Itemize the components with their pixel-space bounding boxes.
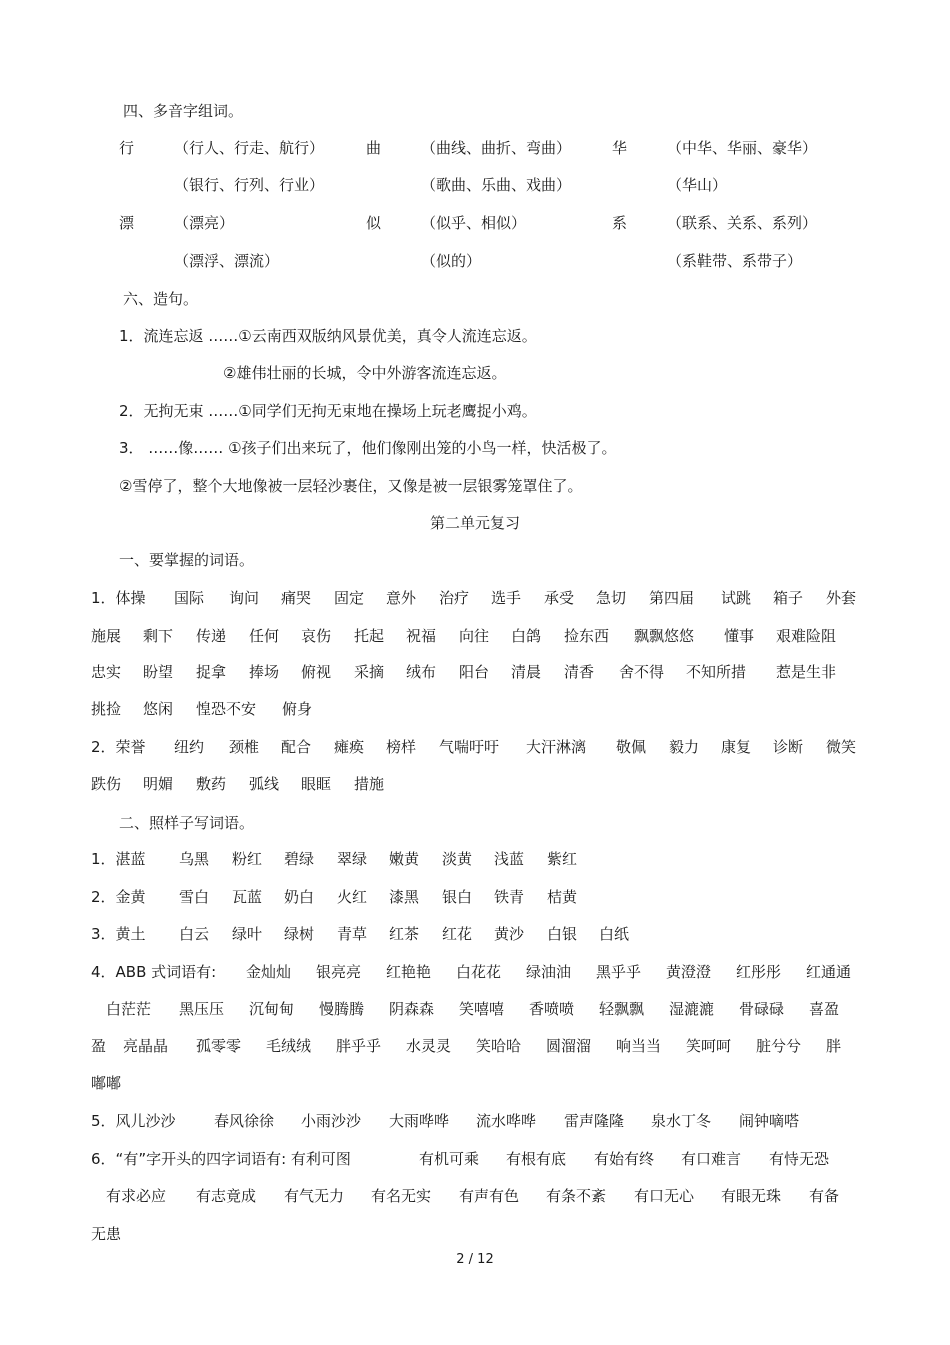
vocab-word: 湿漉漉 (669, 1000, 715, 1018)
vocab-word: 有机可乘 (419, 1150, 480, 1168)
vocab-word: 春风徐徐 (214, 1112, 275, 1130)
vocab-word: 明媚 (143, 775, 174, 793)
vocab-word: 纽约 (174, 738, 205, 756)
vocab-word: 雪白 (179, 888, 210, 906)
polyphone-words: （行人、行走、航行） (174, 139, 325, 157)
vocab-word: 翠绿 (337, 850, 368, 868)
word-row (0, 626, 890, 648)
word-row (0, 962, 890, 984)
vocab-word: 浅蓝 (494, 850, 525, 868)
word-row (0, 999, 890, 1021)
vocab-word: 白云 (179, 925, 210, 943)
vocab-word: 挑捡 (91, 700, 122, 718)
section-heading-patterns: 二、照样子写词语。 (119, 814, 255, 832)
vocab-word: 乌黑 (179, 850, 210, 868)
vocab-word: 胖乎乎 (336, 1037, 382, 1055)
vocab-word: 2．荣誉 (91, 738, 146, 756)
vocab-word: 银亮亮 (316, 963, 362, 981)
vocab-word: 施展 (91, 627, 122, 645)
vocab-word: 大雨哗哗 (389, 1112, 450, 1130)
vocab-word: 榜样 (386, 738, 417, 756)
vocab-word: 笑呵呵 (686, 1037, 732, 1055)
vocab-word: 白鸽 (511, 627, 542, 645)
vocab-word: 白花花 (456, 963, 502, 981)
vocab-word: 颈椎 (229, 738, 260, 756)
vocab-word: 捧场 (249, 663, 280, 681)
section-heading-polyphone: 四、多音字组词。 (123, 102, 244, 120)
polyphone-words: （银行、行列、行业） (174, 176, 325, 194)
vocab-word: 流水哗哗 (476, 1112, 537, 1130)
polyphone-words: （中华、华丽、豪华） (667, 139, 818, 157)
vocab-word: 捉拿 (196, 663, 227, 681)
word-row (0, 1186, 890, 1208)
vocab-word: 选手 (491, 589, 522, 607)
word-row (0, 1073, 890, 1095)
vocab-word: 有志竟成 (196, 1187, 257, 1205)
vocab-word: 急切 (596, 589, 627, 607)
vocab-word: 瘫痪 (334, 738, 365, 756)
vocab-word: 气喘吁吁 (439, 738, 500, 756)
vocab-word: 飘飘悠悠 (634, 627, 695, 645)
vocab-word: 绿叶 (232, 925, 263, 943)
vocab-word: 有眼无珠 (721, 1187, 782, 1205)
vocab-word: 有条不紊 (546, 1187, 607, 1205)
polyphone-words: （曲线、曲折、弯曲） (421, 139, 572, 157)
vocab-word: 哀伤 (301, 627, 332, 645)
vocab-word: 舍不得 (619, 663, 665, 681)
vocab-word: 忠实 (91, 663, 122, 681)
polyphone-char: 系 (612, 214, 628, 232)
vocab-word: 慢腾腾 (319, 1000, 365, 1018)
vocab-word: 白银 (547, 925, 578, 943)
vocab-word: 俯视 (301, 663, 332, 681)
vocab-word: 嫩黄 (389, 850, 420, 868)
word-row (0, 662, 890, 684)
vocab-word: 阴森森 (389, 1000, 435, 1018)
vocab-word: 红彤彤 (736, 963, 782, 981)
vocab-word: 黄澄澄 (666, 963, 712, 981)
vocab-word: 紫红 (547, 850, 578, 868)
vocab-word: 碧绿 (284, 850, 315, 868)
polyphone-char: 华 (612, 139, 628, 157)
vocab-word: 奶白 (284, 888, 315, 906)
vocab-word: 有根有底 (506, 1150, 567, 1168)
vocab-word: 试跳 (721, 589, 752, 607)
vocab-word: 笑嘻嘻 (459, 1000, 505, 1018)
vocab-word: 艰难险阻 (776, 627, 837, 645)
vocab-word: 有声有色 (459, 1187, 520, 1205)
word-row (0, 1036, 890, 1058)
vocab-word: 有备 (809, 1187, 840, 1205)
vocab-word: 雷声隆隆 (564, 1112, 625, 1130)
vocab-word: 弧线 (249, 775, 280, 793)
vocab-word: 闹钟嘀嗒 (739, 1112, 800, 1130)
vocab-word: 铁青 (494, 888, 525, 906)
vocab-word: 小雨沙沙 (301, 1112, 362, 1130)
sentence-line: 1．流连忘返 ……①云南西双版纳风景优美，真令人流连忘返。 (119, 327, 537, 345)
vocab-word: 有恃无恐 (769, 1150, 830, 1168)
vocab-word: 懂事 (724, 627, 755, 645)
vocab-word: 嘟嘟 (91, 1074, 122, 1092)
vocab-word: 绒布 (406, 663, 437, 681)
word-row (0, 1149, 890, 1171)
vocab-word: 惶恐不安 (196, 700, 257, 718)
vocab-word: 红花 (442, 925, 473, 943)
vocab-word: 有气无力 (284, 1187, 345, 1205)
vocab-word: 悠闲 (143, 700, 174, 718)
vocab-word: 治疗 (439, 589, 470, 607)
polyphone-words: （歌曲、乐曲、戏曲） (421, 176, 572, 194)
vocab-word: 外套 (826, 589, 857, 607)
vocab-word: 粉红 (232, 850, 263, 868)
vocab-word: 2．金黄 (91, 888, 146, 906)
vocab-word: 采摘 (354, 663, 385, 681)
vocab-word: 向往 (459, 627, 490, 645)
vocab-word: 圆溜溜 (546, 1037, 592, 1055)
vocab-word: 配合 (281, 738, 312, 756)
vocab-word: 盼望 (143, 663, 174, 681)
polyphone-words: （漂亮） (174, 214, 235, 232)
polyphone-char: 行 (119, 139, 135, 157)
word-row (0, 849, 890, 871)
vocab-word: 剩下 (143, 627, 174, 645)
vocab-word: 不知所措 (686, 663, 747, 681)
vocab-word: 国际 (174, 589, 205, 607)
vocab-word: 泉水丁冬 (651, 1112, 712, 1130)
vocab-word: 盈 (91, 1037, 107, 1055)
word-row (0, 887, 890, 909)
vocab-word: 祝福 (406, 627, 437, 645)
vocab-word: 敷药 (196, 775, 227, 793)
vocab-word: 笑哈哈 (476, 1037, 522, 1055)
word-row (0, 1111, 890, 1133)
section-heading-vocab: 一、要掌握的词语。 (119, 551, 255, 569)
sentence-line: ②雪停了，整个大地像被一层轻沙裹住，又像是被一层银雾笼罩住了。 (119, 477, 583, 495)
vocab-word: 痛哭 (281, 589, 312, 607)
vocab-word: 任何 (249, 627, 280, 645)
vocab-word: 敬佩 (616, 738, 647, 756)
vocab-word: 康复 (721, 738, 752, 756)
vocab-word: 俯身 (282, 700, 313, 718)
vocab-word: 6．“有”字开头的四字词语有: 有利可图 (91, 1150, 351, 1168)
polyphone-words: （似的） (421, 252, 482, 270)
vocab-word: 4．ABB 式词语有: (91, 963, 217, 981)
vocab-word: 黑压压 (179, 1000, 225, 1018)
vocab-word: 轻飘飘 (599, 1000, 645, 1018)
sentence-line: 2．无拘无束 ……①同学们无拘无束地在操场上玩老鹰捉小鸡。 (119, 402, 537, 420)
polyphone-words: （系鞋带、系带子） (667, 252, 803, 270)
vocab-word: 有始有终 (594, 1150, 655, 1168)
unit-title: 第二单元复习 (429, 514, 520, 532)
vocab-word: 桔黄 (547, 888, 578, 906)
vocab-word: 金灿灿 (246, 963, 292, 981)
sentence-line: ②雄伟壮丽的长城，令中外游客流连忘返。 (223, 364, 507, 382)
vocab-word: 清晨 (511, 663, 542, 681)
vocab-word: 红通通 (806, 963, 852, 981)
vocab-word: 毛绒绒 (266, 1037, 312, 1055)
vocab-word: 瓦蓝 (232, 888, 263, 906)
page-number: 2 / 12 (456, 1252, 494, 1267)
word-row (0, 699, 890, 721)
vocab-word: 眼眶 (301, 775, 332, 793)
vocab-word: 询问 (229, 589, 260, 607)
polyphone-words: （联系、关系、系列） (667, 214, 818, 232)
polyphone-words: （似乎、相似） (421, 214, 527, 232)
vocab-word: 1．体操 (91, 589, 146, 607)
vocab-word: 有名无实 (371, 1187, 432, 1205)
vocab-word: 毅力 (669, 738, 700, 756)
section-heading-sentences: 六、造句。 (123, 290, 199, 308)
polyphone-words: （华山） (667, 176, 728, 194)
vocab-word: 5．风儿沙沙 (91, 1112, 176, 1130)
vocab-word: 意外 (386, 589, 417, 607)
vocab-word: 白茫茫 (106, 1000, 152, 1018)
vocab-word: 第四届 (649, 589, 695, 607)
vocab-word: 清香 (564, 663, 595, 681)
vocab-word: 捡东西 (564, 627, 610, 645)
polyphone-char: 漂 (119, 214, 135, 232)
vocab-word: 无患 (91, 1225, 122, 1243)
sentence-line: 3． ……像…… ①孩子们出来玩了，他们像刚出笼的小鸟一样，快活极了。 (119, 439, 617, 457)
word-row (0, 588, 890, 610)
word-row (0, 737, 890, 759)
vocab-word: 固定 (334, 589, 365, 607)
vocab-word: 大汗淋漓 (526, 738, 587, 756)
vocab-word: 措施 (354, 775, 385, 793)
word-row (0, 1224, 890, 1246)
vocab-word: 黄沙 (494, 925, 525, 943)
vocab-word: 香喷喷 (529, 1000, 575, 1018)
vocab-word: 火红 (337, 888, 368, 906)
vocab-word: 惹是生非 (776, 663, 837, 681)
vocab-word: 诊断 (773, 738, 804, 756)
vocab-word: 漆黑 (389, 888, 420, 906)
vocab-word: 微笑 (826, 738, 857, 756)
polyphone-char: 似 (366, 214, 382, 232)
polyphone-words: （漂浮、漂流） (174, 252, 280, 270)
vocab-word: 黑乎乎 (596, 963, 642, 981)
vocab-word: 胖 (826, 1037, 842, 1055)
vocab-word: 响当当 (616, 1037, 662, 1055)
vocab-word: 1．湛蓝 (91, 850, 146, 868)
vocab-word: 银白 (442, 888, 473, 906)
vocab-word: 阳台 (459, 663, 490, 681)
vocab-word: 喜盈 (809, 1000, 840, 1018)
vocab-word: 有口无心 (634, 1187, 695, 1205)
word-row (0, 774, 890, 796)
vocab-word: 箱子 (773, 589, 804, 607)
vocab-word: 孤零零 (196, 1037, 242, 1055)
vocab-word: 红茶 (389, 925, 420, 943)
vocab-word: 青草 (337, 925, 368, 943)
vocab-word: 有口难言 (681, 1150, 742, 1168)
vocab-word: 有求必应 (106, 1187, 167, 1205)
vocab-word: 淡黄 (442, 850, 473, 868)
vocab-word: 3．黄土 (91, 925, 146, 943)
vocab-word: 承受 (544, 589, 575, 607)
vocab-word: 绿树 (284, 925, 315, 943)
vocab-word: 脏兮兮 (756, 1037, 802, 1055)
vocab-word: 跌伤 (91, 775, 122, 793)
vocab-word: 托起 (354, 627, 385, 645)
vocab-word: 沉甸甸 (249, 1000, 295, 1018)
vocab-word: 红艳艳 (386, 963, 432, 981)
word-row (0, 924, 890, 946)
polyphone-char: 曲 (366, 139, 382, 157)
vocab-word: 传递 (196, 627, 227, 645)
vocab-word: 骨碌碌 (739, 1000, 785, 1018)
vocab-word: 白纸 (599, 925, 630, 943)
vocab-word: 绿油油 (526, 963, 572, 981)
vocab-word: 水灵灵 (406, 1037, 452, 1055)
vocab-word: 亮晶晶 (123, 1037, 169, 1055)
